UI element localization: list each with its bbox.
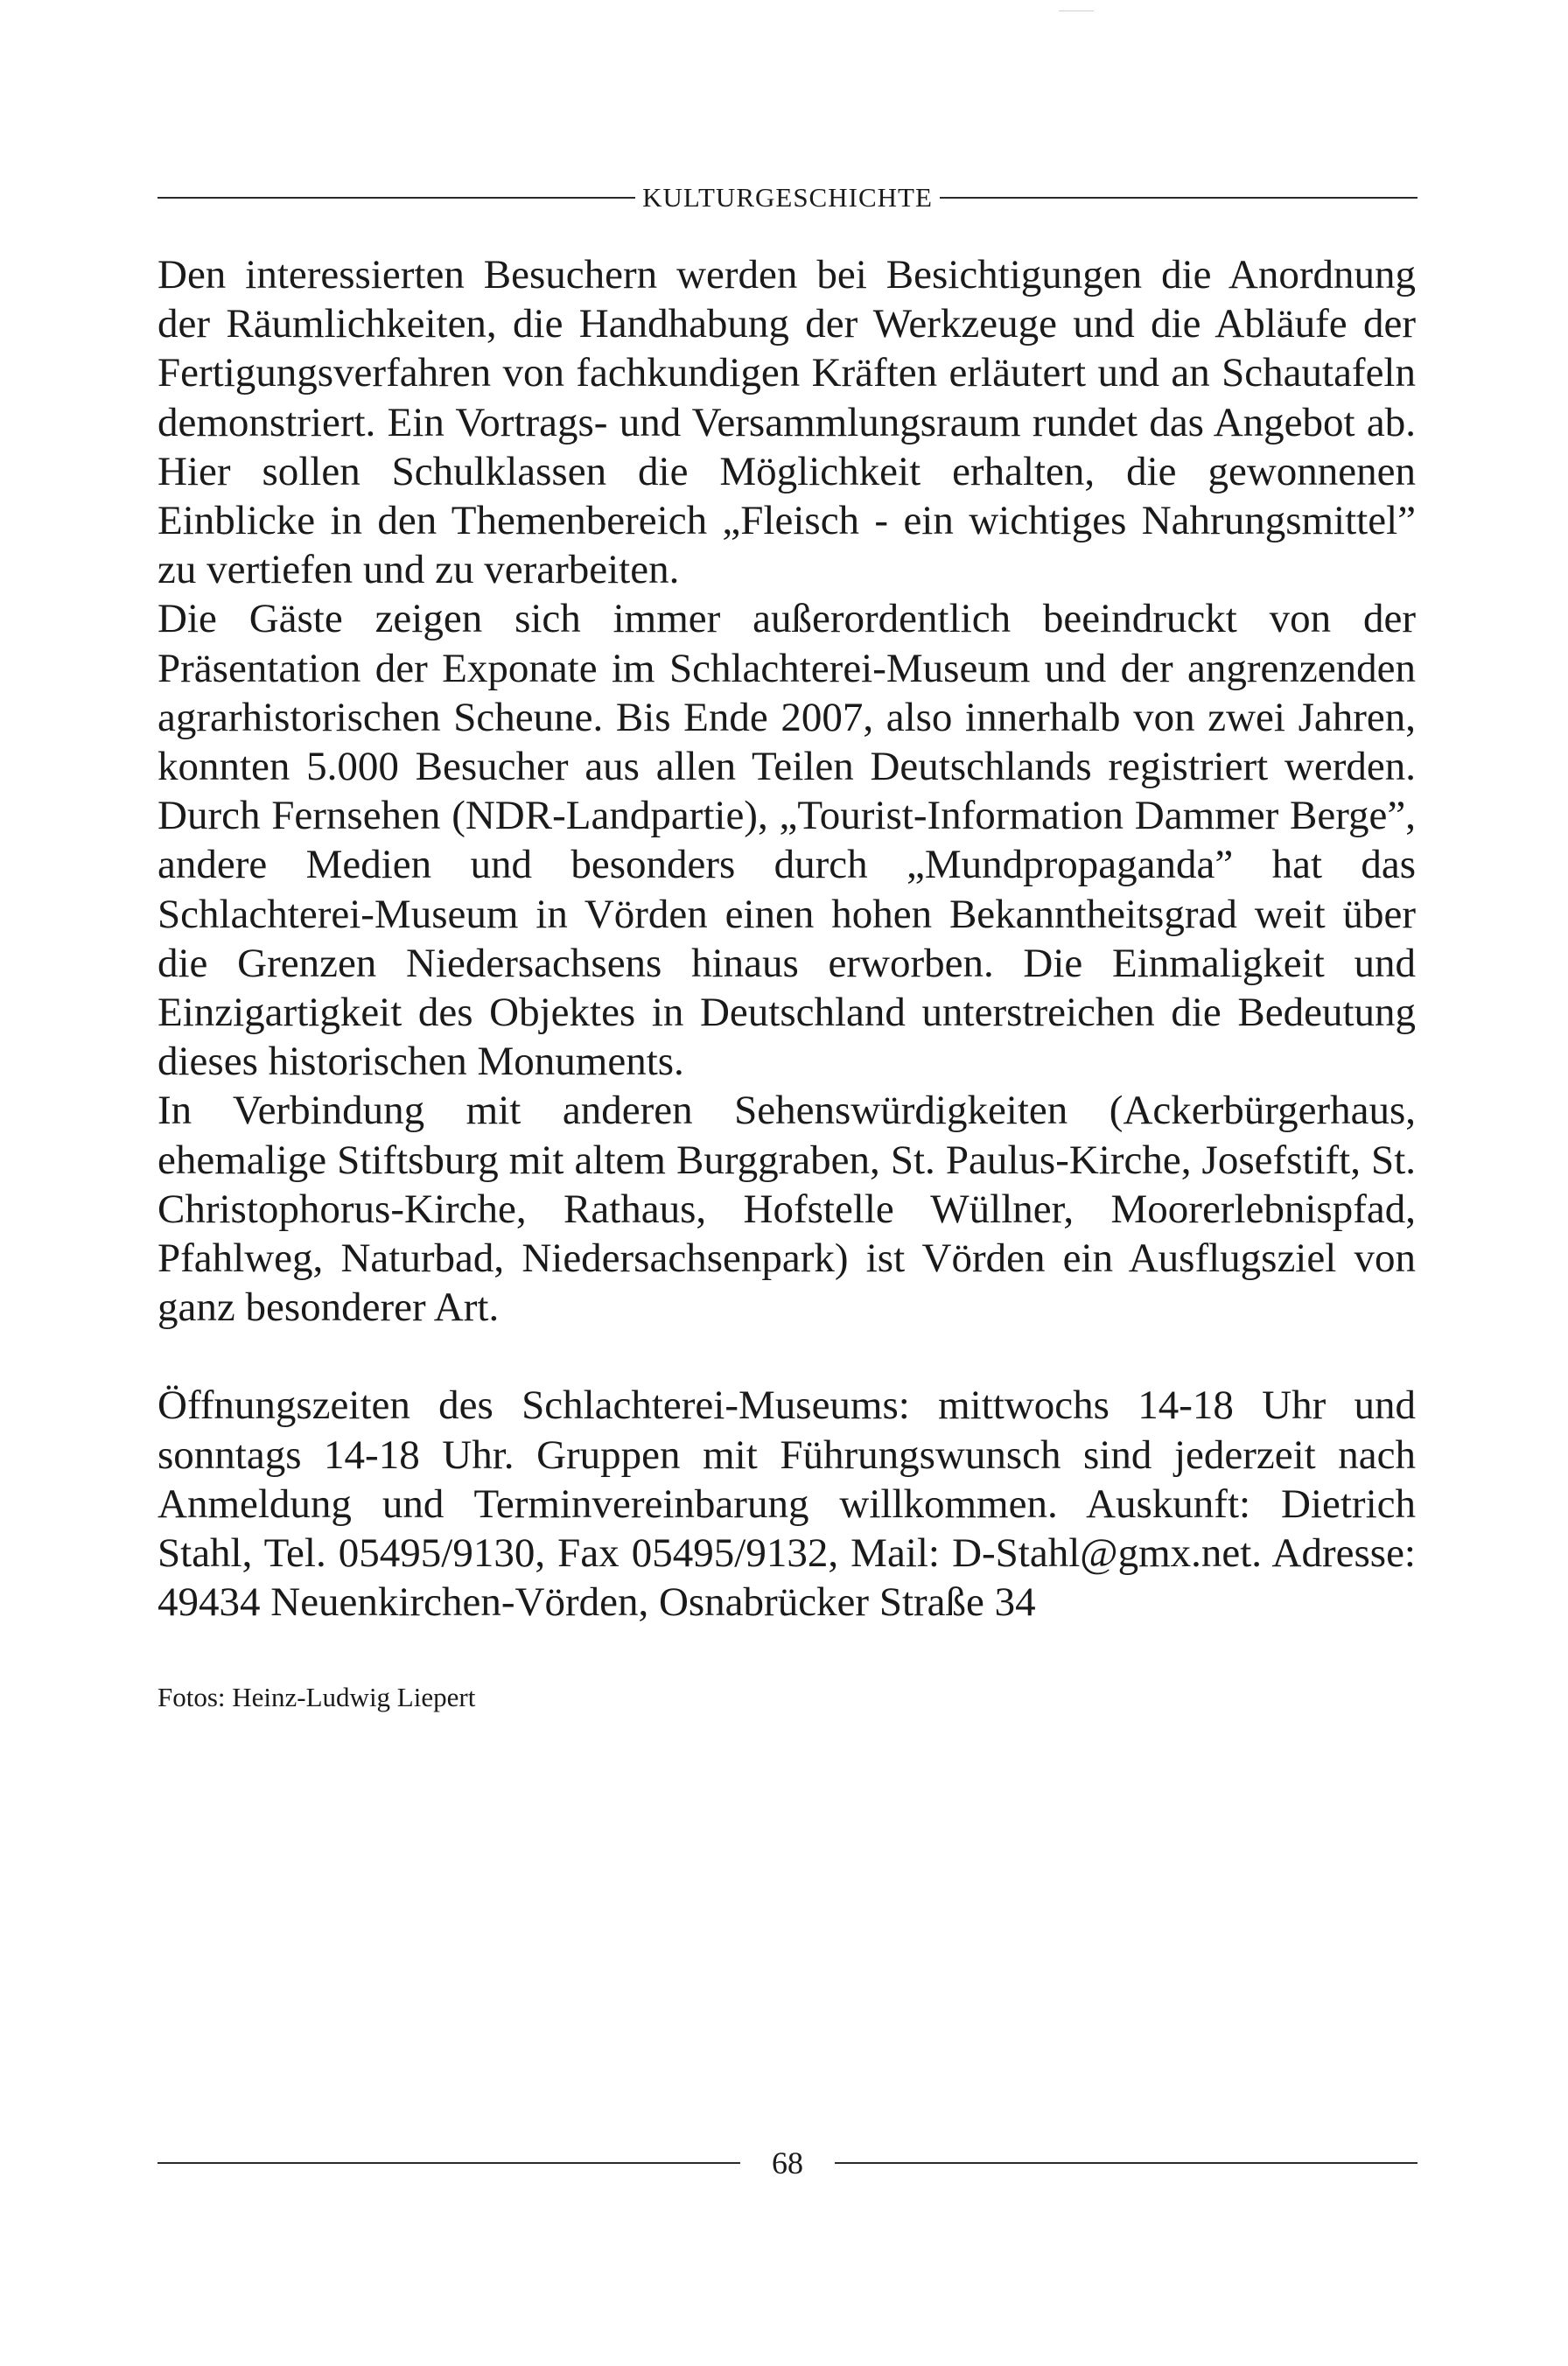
page-footer (158, 2142, 1418, 2184)
paragraph-guest-impressions: Die Gäste zeigen sich immer außerordentlich beeindruckt von der Präsentation der Exponate im Schlachterei-Museum und der angrenzenden agrarhistorischen Scheune. Bis Ende 2007, also innerhalb von zwei Jahren, konnten 5.000 Besucher aus allen Teilen Deutschlands registriert werden. Durch Fernsehen (NDR-Landpartie), „Tourist-Information Dammer Berge”, andere Medien und besonders durch „Mundpropaganda” hat das Schlachterei-Museum in Vörden einen hohen Bekanntheitsgrad weit über die Grenzen Niedersachsens hinaus erworben. Die Einmaligkeit und Einzigartigkeit des Objektes in Deutschland unterstreichen die Bedeutung dieses historischen Monuments. (158, 596, 1416, 1085)
paragraph-visitor-tours: Den interessierten Besuchern werden bei Besichtigungen die Anordnung der Räumlichkeiten, die Handhabung der Werkzeuge und die Abläufe der Fertigungsverfahren von fachkundigen Kräften erläutert und an Schautafeln demonstriert. Ein Vortrags- und Versammlungsraum rundet das Angebot ab. Hier sollen Schulklassen die Möglichkeit erhalten, die gewonnenen Einblicke in den Themenbereich „Fleisch - ein wichtiges Nahrungsmittel” zu vertiefen und zu verarbeiten. (158, 252, 1416, 593)
paragraph-opening-hours: Öffnungszeiten des Schlachterei-Museums: mittwochs 14-18 Uhr und sonntags 14-18 Uhr. Gruppen mit Führungswunsch sind jederzeit nach Anmeldung und Terminvereinbarung willkommen. Auskunft: Dietrich Stahl, Tel. 05495/9130, Fax 05495/9132, Mail: D-Stahl@gmx.net. Adresse: 49434 Neuenkirchen-Vörden, Osnabrücker Straße 34 (158, 1382, 1416, 1626)
page-number: 68 (772, 2146, 803, 2180)
header-rule-right (940, 197, 1418, 199)
footer-rule-right (835, 2162, 1418, 2164)
scan-artifact-line (1059, 10, 1094, 11)
article-body (158, 250, 1416, 1627)
paragraph-sights: In Verbindung mit anderen Sehenswürdigkeiten (Ackerbürgerhaus, ehemalige Stiftsburg mit altem Burggraben, St. Paulus-Kirche, Josefstift, St. Christophorus-Kirche, Rathaus, Hofstelle Wüllner, Moorerlebnispfad, Pfahlweg, Naturbad, Niedersachsenpark) ist Vörden ein Ausflugsziel von ganz besonderer Art. (158, 1088, 1416, 1331)
photo-credit: Fotos: Heinz-Ludwig Liepert (158, 1682, 476, 1712)
section-title: KULTURGESCHICHTE (642, 182, 933, 213)
footer-rule-left (158, 2162, 740, 2164)
running-header (158, 180, 1418, 215)
header-rule-left (158, 197, 635, 199)
